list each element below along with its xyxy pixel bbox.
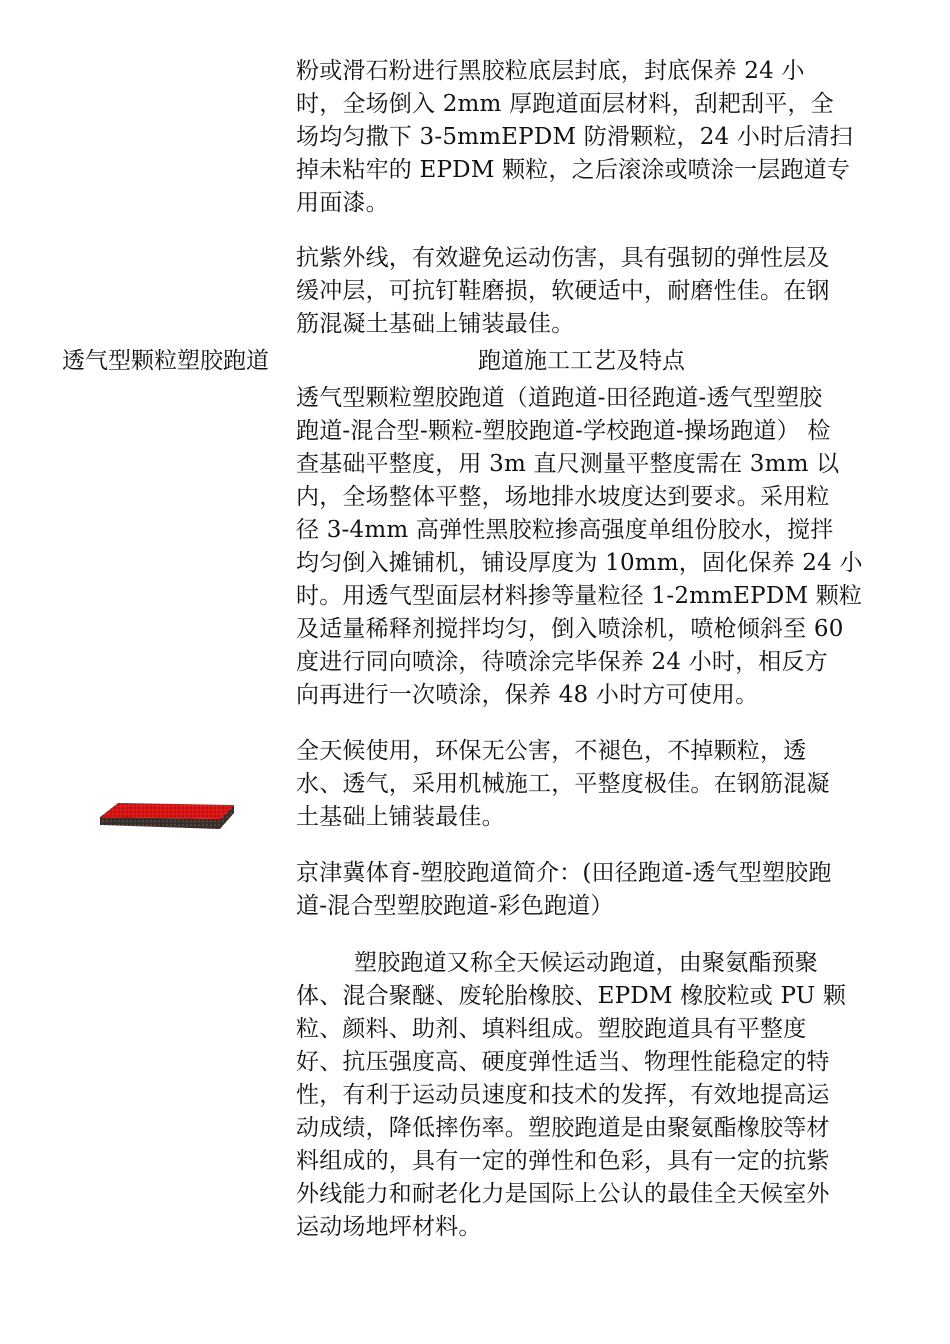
text-line: 运动场地坪材料。 (296, 1214, 482, 1240)
paragraph-permeable-features (296, 735, 892, 834)
paragraph-construction-steps (296, 55, 892, 220)
text-line: 径 3-4mm 高弹性黑胶粒掺高强度单组份胶水，搅拌 (296, 517, 834, 543)
text-line: 性，有利于运动员速度和技术的发挥，有效地提高运 (296, 1082, 830, 1108)
text-line: 塑胶跑道又称全天候运动跑道，由聚氨酯预聚 (354, 950, 818, 976)
text-line: 跑道-混合型-颗粒-塑胶跑道-学校跑道-操场跑道） 检 (296, 418, 831, 444)
text-line: 场均匀撒下 3-5mmEPDM 防滑颗粒，24 小时后清扫 (296, 124, 853, 150)
text-line: 向再进行一次喷涂，保养 48 小时方可使用。 (296, 682, 759, 708)
section-heading: 跑道施工工艺及特点 (478, 348, 685, 374)
sample-front-side (100, 817, 220, 829)
text-line: 掉未粘牢的 EPDM 颗粒，之后滚涂或喷涂一层跑道专 (296, 157, 851, 183)
text-line: 好、抗压强度高、硬度弹性适当、物理性能稳定的特 (296, 1049, 830, 1075)
text-line: 均匀倒入摊铺机，铺设厚度为 10mm，固化保养 24 小 (296, 550, 863, 576)
track-sample-image (98, 795, 238, 835)
paragraph-intro-heading (296, 857, 892, 923)
paragraph-intro-body (296, 947, 892, 1244)
text-line: 全天候使用，环保无公害，不褪色，不掉颗粒，透 (296, 738, 807, 764)
text-line: 动成绩，降低摔伤率。塑胶跑道是由聚氨酯橡胶等材 (296, 1115, 830, 1141)
text-line: 道-混合型塑胶跑道-彩色跑道） (296, 893, 614, 919)
text-line: 粉或滑石粉进行黑胶粒底层封底，封底保养 24 小 (296, 58, 805, 84)
text-line: 及适量稀释剂搅拌均匀，倒入喷涂机，喷枪倾斜至 60 (296, 616, 844, 642)
text-line: 内，全场整体平整，场地排水坡度达到要求。采用粒 (296, 484, 830, 510)
text-line: 筋混凝土基础上铺装最佳。 (296, 311, 575, 337)
text-line: 用面漆。 (296, 190, 389, 216)
text-line: 京津冀体育-塑胶跑道简介：(田径跑道-透气型塑胶跑 (296, 860, 832, 886)
text-line: 外线能力和耐老化力是国际上公认的最佳全天候室外 (296, 1181, 830, 1207)
text-line: 缓冲层，可抗钉鞋磨损，软硬适中，耐磨性佳。在钢 (296, 278, 830, 304)
text-line: 度进行同向喷涂，待喷涂完毕保养 24 小时，相反方 (296, 649, 828, 675)
sample-top-surface (100, 803, 234, 819)
paragraph-permeable-construction (296, 382, 892, 712)
text-line: 水、透气，采用机械施工，平整度极佳。在钢筋混凝 (296, 771, 830, 797)
text-line: 时。用透气型面层材料掺等量粒径 1-2mmEPDM 颗粒 (296, 583, 863, 609)
product-label: 透气型颗粒塑胶跑道 (62, 348, 269, 374)
text-line: 查基础平整度，用 3m 直尺测量平整度需在 3mm 以 (296, 451, 840, 477)
paragraph-features (296, 242, 892, 341)
text-line: 抗紫外线，有效避免运动伤害，具有强韧的弹性层及 (296, 245, 830, 271)
text-line: 体、混合聚醚、废轮胎橡胶、EPDM 橡胶粒或 PU 颗 (296, 983, 847, 1009)
text-line: 粒、颜料、助剂、填料组成。塑胶跑道具有平整度 (296, 1016, 807, 1042)
text-line: 透气型颗粒塑胶跑道（道跑道-田径跑道-透气型塑胶 (296, 385, 823, 411)
text-line: 料组成的，具有一定的弹性和色彩，具有一定的抗紫 (296, 1148, 830, 1174)
text-line: 土基础上铺装最佳。 (296, 804, 505, 830)
text-line: 时，全场倒入 2mm 厚跑道面层材料，刮耙刮平，全 (296, 91, 834, 117)
